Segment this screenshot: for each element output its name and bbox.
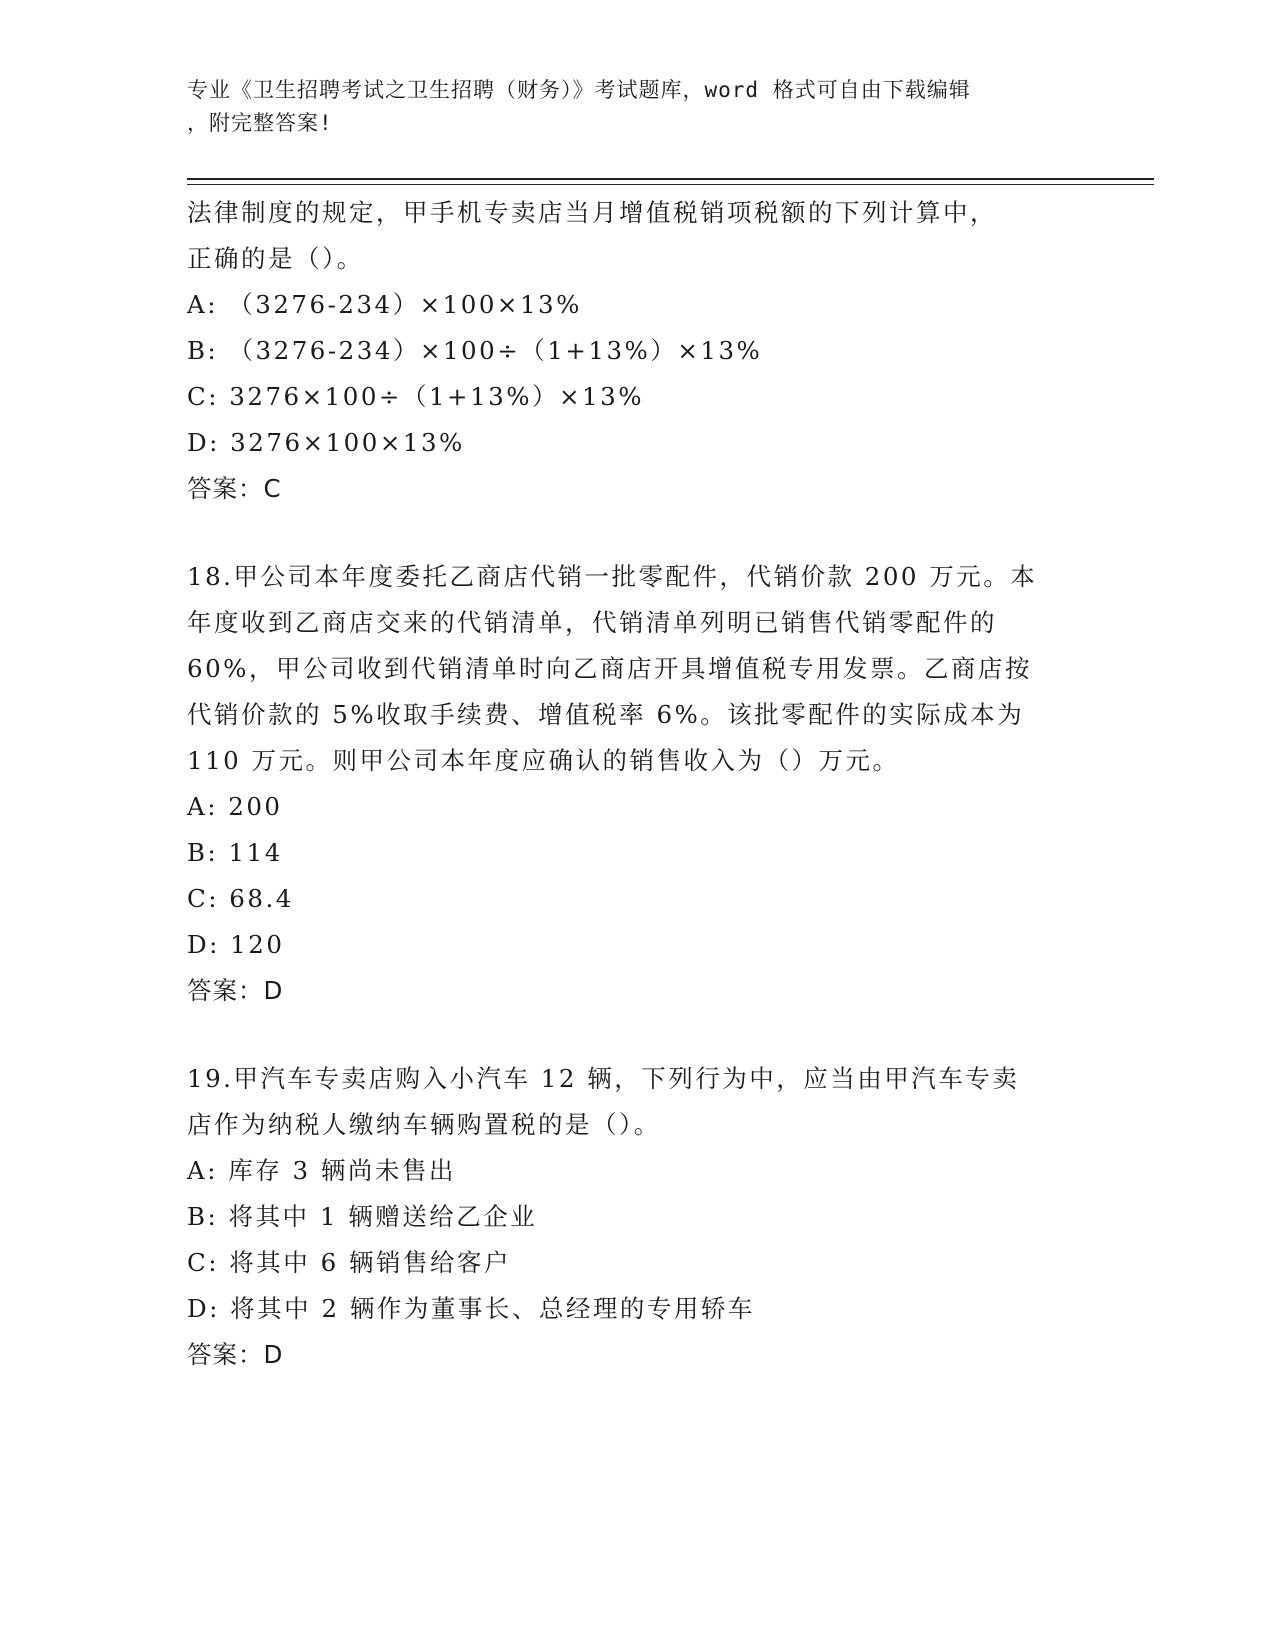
option-a: A: （3276-234）×100×13% [187, 290, 582, 319]
document-header [187, 74, 1067, 140]
answer-line: 答案：D [187, 1340, 284, 1369]
option-d: D: 将其中 2 辆作为董事长、总经理的专用轿车 [187, 1294, 755, 1323]
question-stem-line: 60%，甲公司收到代销清单时向乙商店开具增值税专用发票。乙商店按 [187, 654, 1032, 683]
question-stem-line: 18.甲公司本年度委托乙商店代销一批零配件，代销价款 200 万元。本 [187, 562, 1038, 591]
option-d: D: 120 [187, 930, 285, 959]
question-stem-line: 年度收到乙商店交来的代销清单，代销清单列明已销售代销零配件的 [187, 608, 997, 637]
question-stem-line: 19.甲汽车专卖店购入小汽车 12 辆，下列行为中，应当由甲汽车专卖 [187, 1064, 1020, 1093]
header-title-line-2: ，附完整答案! [187, 111, 333, 135]
option-a: A: 库存 3 辆尚未售出 [187, 1156, 456, 1185]
option-b: B: 114 [187, 838, 283, 867]
option-b: B: （3276-234）×100÷（1+13%）×13% [187, 336, 763, 365]
question-stem-line: 代销价款的 5%收取手续费、增值税率 6%。该批零配件的实际成本为 [187, 700, 1025, 729]
option-c: C: 3276×100÷（1+13%）×13% [187, 382, 645, 411]
answer-line: 答案：D [187, 976, 284, 1005]
header-divider-thick [187, 178, 1154, 180]
question-list [187, 190, 1087, 1378]
question-18 [187, 554, 1087, 1014]
answer-line: 答案：C [187, 474, 282, 503]
question-stem-line: 法律制度的规定，甲手机专卖店当月增值税销项税额的下列计算中， [187, 198, 997, 227]
question-19 [187, 1056, 1087, 1378]
option-b: B: 将其中 1 辆赠送给乙企业 [187, 1202, 538, 1231]
header-divider-thin [187, 184, 1154, 185]
question-spacer [187, 1014, 1087, 1056]
option-a: A: 200 [187, 792, 283, 821]
option-c: C: 68.4 [187, 884, 294, 913]
question-17 [187, 190, 1087, 512]
question-stem-line: 110 万元。则甲公司本年度应确认的销售收入为（）万元。 [187, 746, 900, 775]
question-spacer [187, 512, 1087, 554]
header-title-line-1: 专业《卫生招聘考试之卫生招聘（财务）》考试题库，word 格式可自由下载编辑 [187, 78, 971, 102]
option-d: D: 3276×100×13% [187, 428, 465, 457]
question-stem-line: 正确的是（）。 [187, 244, 364, 273]
option-c: C: 将其中 6 辆销售给客户 [187, 1248, 511, 1277]
question-stem-line: 店作为纳税人缴纳车辆购置税的是（）。 [187, 1110, 661, 1139]
